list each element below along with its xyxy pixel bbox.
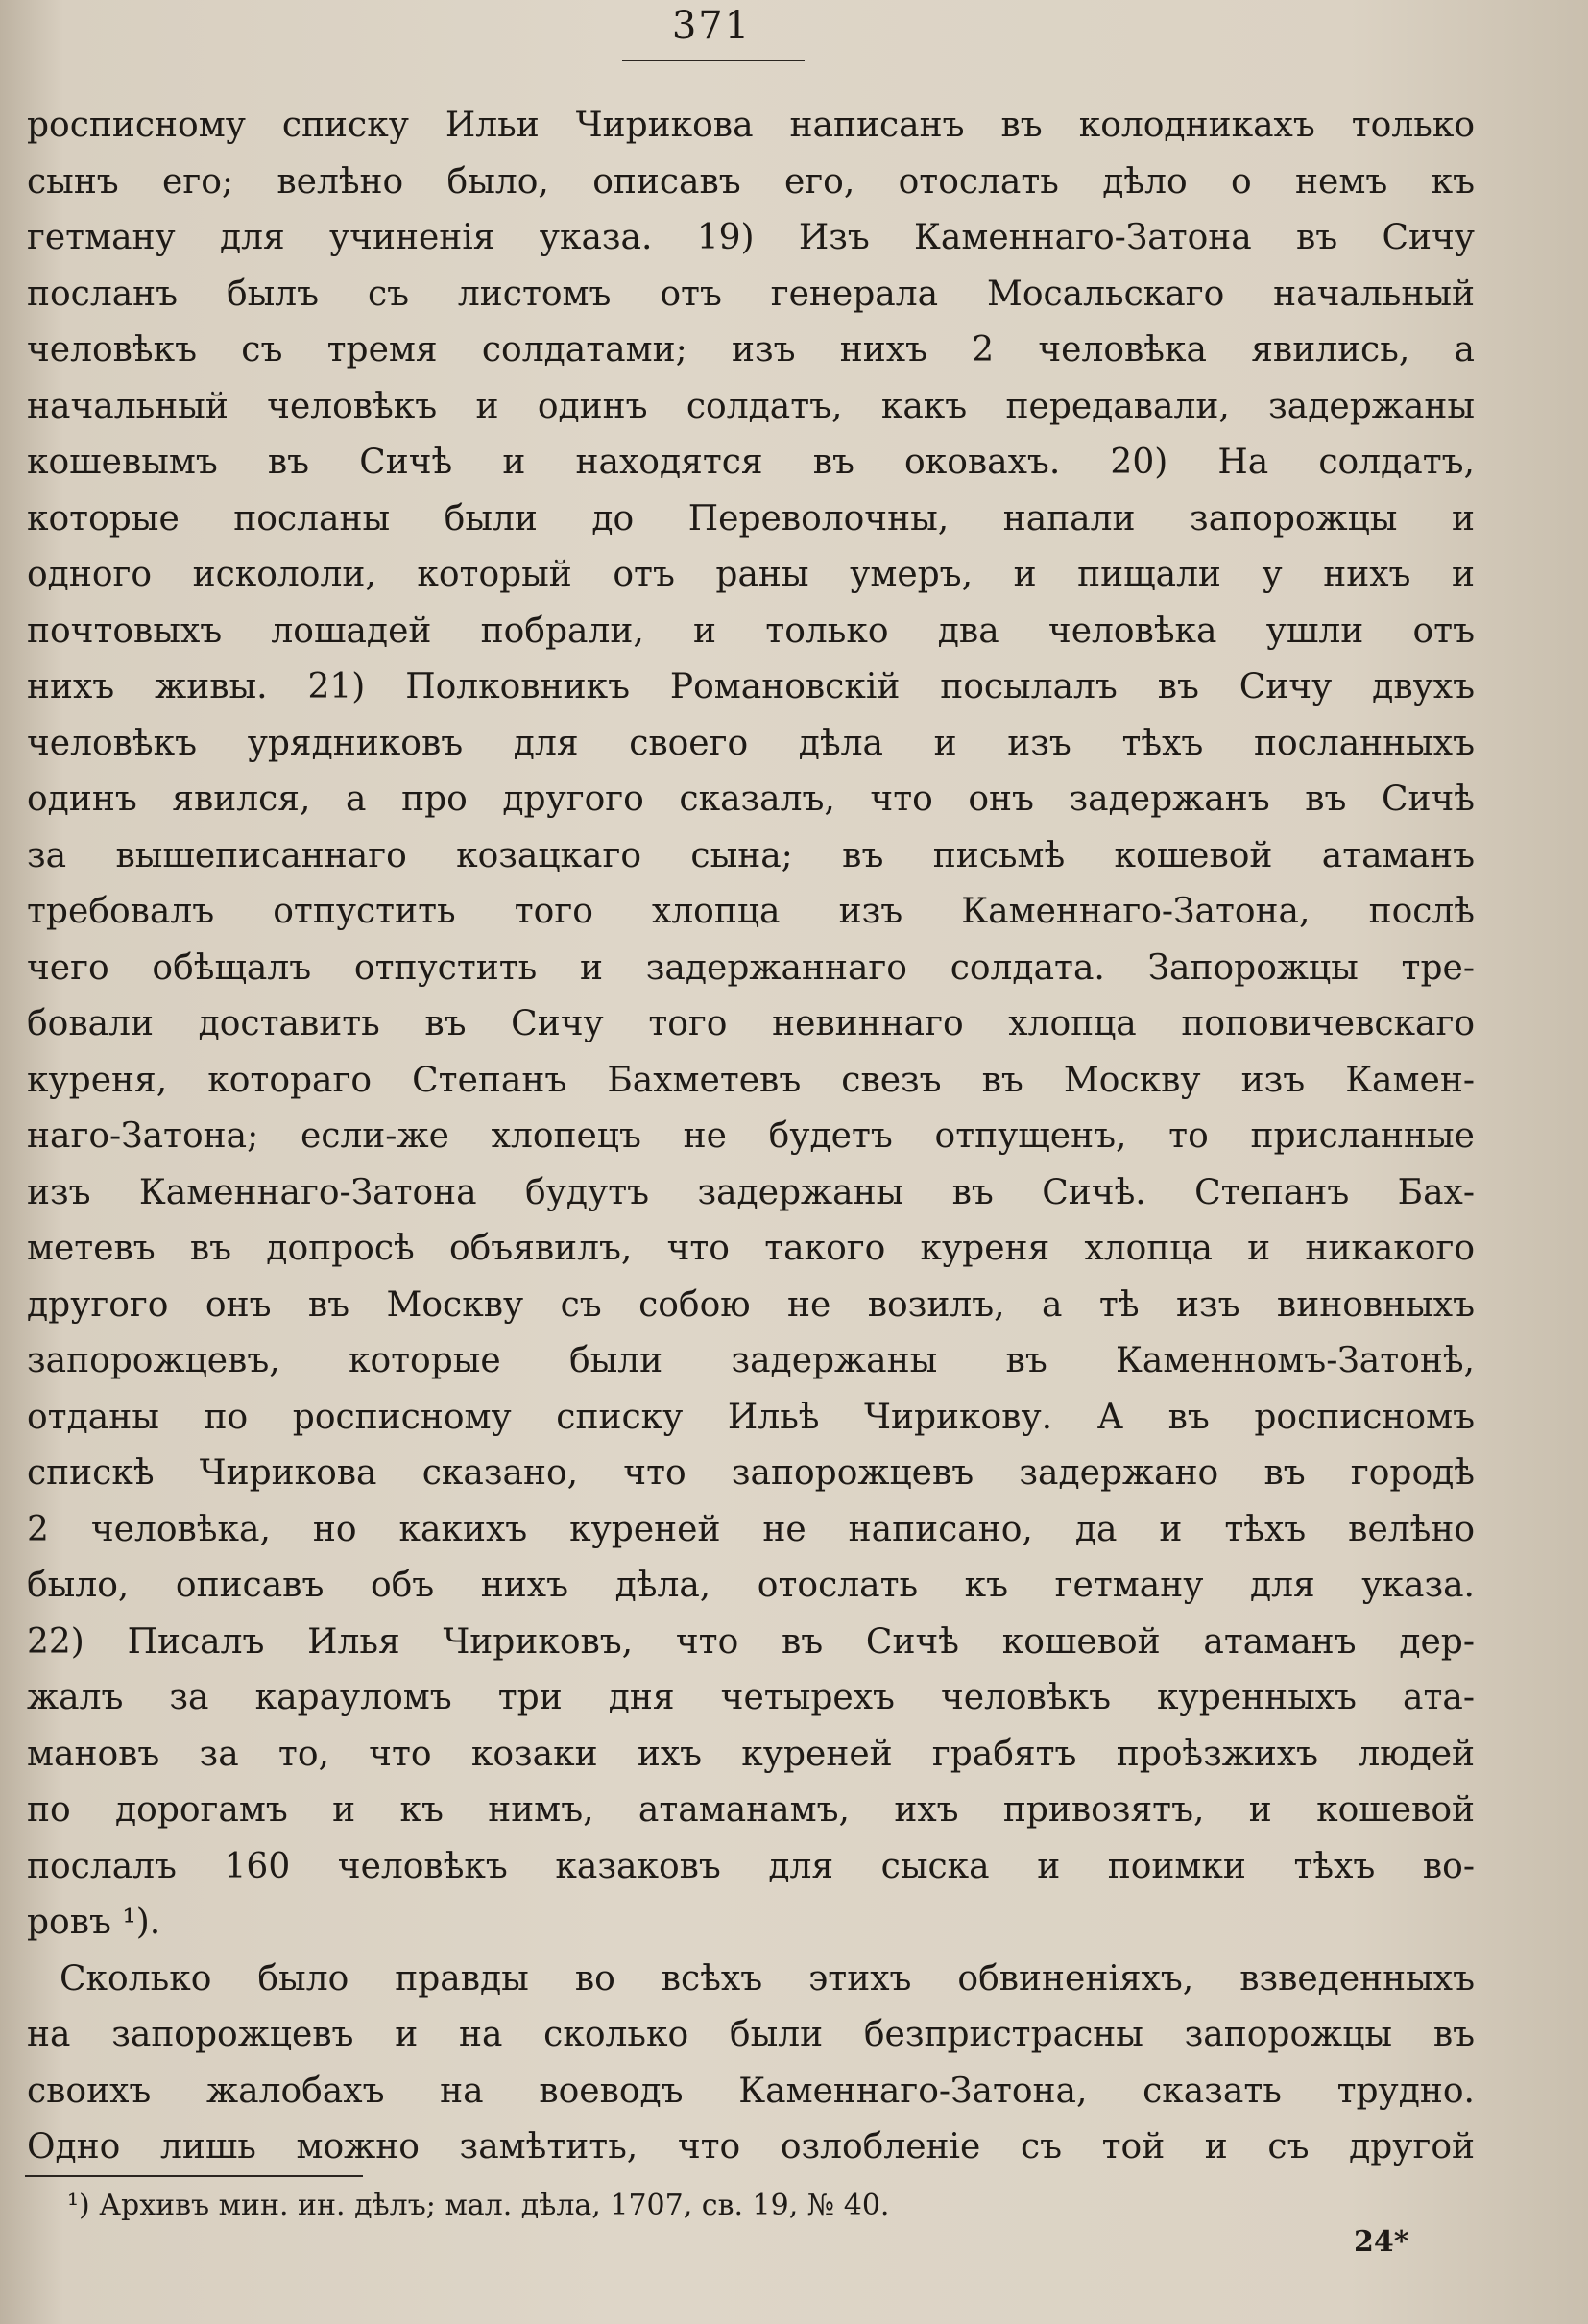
text-line: 22) Писалъ Илья Чириковъ, что въ Сичѣ кошевой атаманъ дер- <box>27 1621 1475 1662</box>
text-line: запорожцевъ, которые были задержаны въ Каменномъ-Затонѣ, <box>27 1341 1475 1380</box>
text-line: требовалъ отпустить того хлопца изъ Каменнаго-Затона, послѣ <box>27 892 1475 931</box>
text-line: росписному списку Ильи Чирикова написанъ въ колодникахъ только <box>27 106 1475 145</box>
text-line: 2 человѣка, но какихъ куреней не написано, да и тѣхъ велѣно <box>27 1509 1475 1549</box>
text-line: чего обѣщалъ отпустить и задержаннаго солдата. Запорожцы тре- <box>27 947 1475 988</box>
text-line: куреня, котораго Степанъ Бахметевъ свезъ въ Москву изъ Камен- <box>27 1060 1475 1100</box>
text-line: на запорожцевъ и на сколько были безпристрасны запорожцы въ <box>27 2015 1475 2054</box>
text-line: ровъ ¹). <box>27 1903 161 1942</box>
text-line: человѣкъ съ тремя солдатами; изъ нихъ 2 человѣка явились, а <box>27 330 1475 370</box>
signature-mark: 24* <box>1354 2225 1409 2259</box>
text-line: мановъ за то, что козаки ихъ куреней грабятъ проѣзжихъ людей <box>27 1734 1475 1774</box>
text-line: изъ Каменнаго-Затона будутъ задержаны въ Сичѣ. Степанъ Бах- <box>27 1172 1475 1212</box>
text-line: одного искололи, который отъ раны умеръ, и пищали у нихъ и <box>27 555 1475 594</box>
text-line: метевъ въ допросѣ объявилъ, что такого куреня хлопца и никакого <box>27 1229 1475 1268</box>
footnote-text: Архивъ мин. ин. дѣлъ; мал. дѣла, 1707, св. 19, № 40. <box>99 2189 890 2222</box>
text-line: кошевымъ въ Сичѣ и находятся въ оковахъ. 20) На солдатъ, <box>27 443 1475 482</box>
text-line: сынъ его; велѣно было, описавъ его, отослать дѣло о немъ къ <box>27 161 1475 202</box>
text-line: бовали доставить въ Сичу того невиннаго хлопца поповичевскаго <box>27 1004 1475 1043</box>
text-line: Одно лишь можно замѣтить, что озлобленіе съ той и съ другой <box>27 2127 1475 2167</box>
text-line: Сколько было правды во всѣхъ этихъ обвиненіяхъ, взведенныхъ <box>60 1958 1475 1999</box>
text-line: по дорогамъ и къ нимъ, атаманамъ, ихъ привозятъ, и кошевой <box>27 1790 1475 1830</box>
text-line: жалъ за карауломъ три дня четырехъ человѣкъ куренныхъ ата- <box>27 1678 1475 1717</box>
text-line: одинъ явился, а про другого сказалъ, что онъ задержанъ въ Сичѣ <box>27 779 1475 819</box>
text-line: за вышеписаннаго козацкаго сына; въ письмѣ кошевой атаманъ <box>27 835 1475 875</box>
text-line: посланъ былъ съ листомъ отъ генерала Мосальскаго начальный <box>27 274 1475 314</box>
text-line: своихъ жалобахъ на воеводъ Каменнаго-Затона, сказать трудно. <box>27 2071 1475 2111</box>
text-line: человѣкъ урядниковъ для своего дѣла и изъ тѣхъ посланныхъ <box>27 723 1475 763</box>
text-line: было, описавъ объ нихъ дѣла, отослать къ гетману для указа. <box>27 1566 1475 1605</box>
text-line: которые посланы были до Переволочны, напали запорожцы и <box>27 498 1475 539</box>
text-line: гетману для учиненія указа. 19) Изъ Каменнаго-Затона въ Сичу <box>27 218 1475 257</box>
page-number: 371 <box>671 4 752 48</box>
page-number-rule <box>622 60 805 61</box>
text-line: нихъ живы. 21) Полковникъ Романовскій посылалъ въ Сичу двухъ <box>27 667 1475 707</box>
text-line: наго-Затона; если-же хлопецъ не будетъ отпущенъ, то присланные <box>27 1116 1475 1156</box>
text-line: отданы по росписному списку Ильѣ Чирикову. А въ росписномъ <box>27 1397 1475 1437</box>
footnote <box>67 2187 889 2225</box>
text-line: почтовыхъ лошадей побрали, и только два человѣка ушли отъ <box>27 611 1475 651</box>
footnote-rule <box>25 2175 363 2177</box>
body-text <box>27 98 1475 2176</box>
text-line: послалъ 160 человѣкъ казаковъ для сыска и поимки тѣхъ во- <box>27 1846 1475 1886</box>
text-line: спискѣ Чирикова сказано, что запорожцевъ задержано въ городѣ <box>27 1453 1475 1493</box>
text-line: начальный человѣкъ и одинъ солдатъ, какъ передавали, задержаны <box>27 386 1475 426</box>
text-line: другого онъ въ Москву съ собою не возилъ, а тѣ изъ виновныхъ <box>27 1284 1475 1325</box>
footnote-marker: ¹) <box>67 2189 90 2222</box>
